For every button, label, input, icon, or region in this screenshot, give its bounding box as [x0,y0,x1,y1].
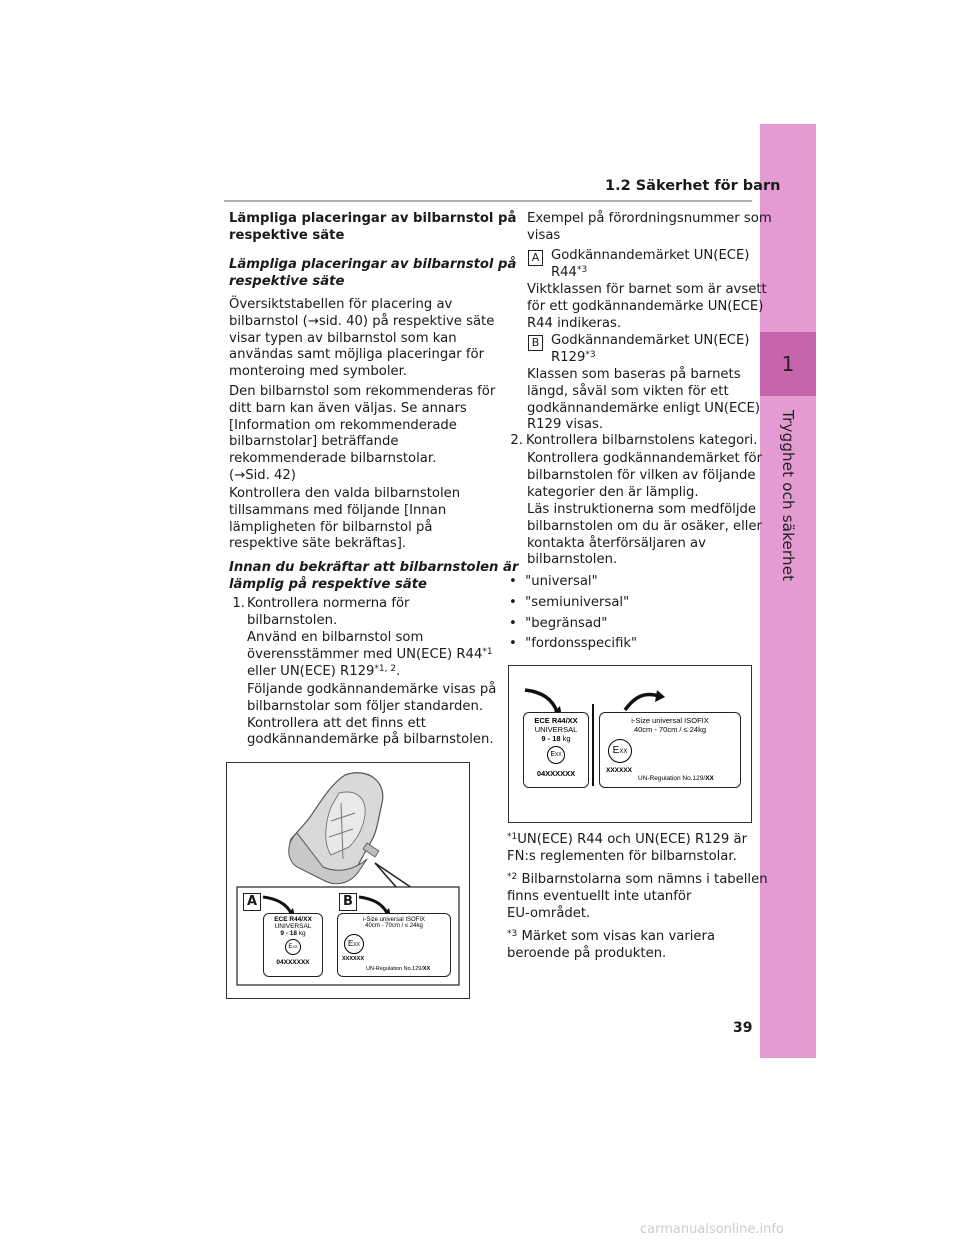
approval-labels-figure [508,665,752,823]
r44-small-line-2: UNIVERSAL [274,923,312,930]
r44-large-line-3 [524,734,588,743]
step-1-para-1-end: . [396,663,401,679]
footnote-2-text: Bilbarnstolarna som nämns i tabellen [521,872,768,887]
r44-large-kg: kg [562,734,571,743]
r129-small-e: E [347,939,354,948]
footnote-ref: *1, 2 [374,663,397,674]
footnote-2-line: EU-området. [507,905,591,921]
paragraph-2-line: bilbarnstolar] beträffande [229,434,399,450]
r44-large-e: E [550,751,555,758]
page-number: 39 [733,1020,753,1036]
paragraph-2-line: rekommenderade bilbarnstolar. [229,451,437,467]
footnote-3-text: Märket som visas kan variera [521,929,716,944]
example-line-2: visas [527,228,561,243]
footnote-2-line: finns eventuellt inte utanför [507,888,692,904]
footnote-ref: *3 [576,265,588,275]
paragraph-1-line: visar typen av bilbarnstol som kan [229,330,457,346]
step-1-para-2 [247,682,496,749]
step-1-para-1-text: överensstämmer med UN(ECE) R44 [247,646,483,662]
bullet-icon: • [509,636,526,652]
r44-large-title: ECE R44/ [534,716,568,725]
r44-small-title: ECE R44/ [274,916,304,923]
list-item-text: "semiuniversal" [525,594,630,610]
paragraph-2-line: Den bilbarnstol som rekommenderas för [229,384,496,399]
r44-large-exx: XX [555,752,562,758]
footnote-marker: *1 [507,832,518,842]
b-title-line-1: Godkännandemärket UN(ECE) [551,333,750,348]
r44-large-line-1 [524,716,588,725]
step-2-number: 2. [510,433,523,448]
r44-small-kg: kg [298,930,306,937]
footnote-ref: *1 [482,646,493,657]
r129-large-line-1: i-Size universal ISOFIX [631,716,709,725]
e-mark-circle-icon [608,739,632,763]
step-1-number: 1. [232,596,245,611]
r44-large-code: 04XXXXXX [536,769,576,778]
chapter-label-box [760,410,816,630]
a-description-line: för ett godkännandemärke UN(ECE) [527,298,764,314]
r129-large-reg-xx: XX [705,775,714,782]
r129-large-code: XXXXXX [606,767,633,774]
bullet-icon: • [509,615,526,631]
footnote-1-line: FN:s reglementen för bilbarnstolar. [507,848,737,864]
marker-b: B [339,893,357,911]
marker-a: A [243,893,261,911]
r44-small-e: E [288,944,293,950]
a-description [527,282,767,332]
step-2-para-2-line: kontakta återförsäljaren av [527,535,706,551]
r129-large-line-2: 40cm - 70cm / ≤ 24kg [633,725,707,734]
paragraph-2-line: [Information om rekommenderade [229,417,457,433]
step-1-para-1 [247,630,493,680]
r129-small-code: XXXXXX [342,956,365,962]
a-description-line: R44 indikeras. [527,315,622,331]
chapter-label: Trygghet och säkerhet [779,410,797,582]
step-1-para-2-line: Kontrollera att det finns ett [247,715,426,731]
heading-1-line-1: Lämpliga placeringar av bilbarnstol på [229,211,517,226]
b-title-text: R129 [551,350,586,365]
r129-large-e: E [612,745,620,756]
step-2-title: Kontrollera bilbarnstolens kategori. [526,433,758,448]
example-line-1: Exempel på förordningsnummer som [527,211,772,226]
car-seat-figure [226,762,470,999]
r129-small-line-2: 40cm - 70cm / ≤ 24kg [365,923,423,929]
step-1-para-2-line: godkännandemärke på bilbarnstolen. [247,732,494,748]
marker-a-inline: A [528,250,543,266]
footnote-marker: *3 [507,929,518,939]
paragraph-1-line: monteroing med symboler. [229,364,408,380]
step-1-para-1-text: eller UN(ECE) R129 [247,663,375,679]
e-mark-circle-icon [344,934,364,954]
label-divider [592,704,594,786]
step-2-para-2-line: Läs instruktionerna som medföljde [527,502,756,517]
r129-large-reg-text: UN-Regulation No.129/ [638,775,706,782]
a-title-text: R44 [551,265,577,280]
step-1-line-1: Kontrollera normerna för [247,596,410,611]
b-description [527,367,760,434]
footnote-2-line [507,872,768,889]
heading-3-line-1: Innan du bekräftar att bilbarnstolen är [229,560,519,575]
r44-small-weight: 9 - 18 [280,930,297,937]
heading-1-line-2: respektive säte [229,228,345,243]
list-item-text: "fordonsspecifik" [525,636,638,652]
a-description-line: Viktklassen för barnet som är avsett [527,282,767,297]
category-list [509,574,637,653]
footnote-3 [507,929,715,963]
r129-label-small [337,913,451,977]
b-description-line: Klassen som baseras på barnets [527,367,741,382]
footnote-3-line [507,929,715,946]
list-item-text: "universal" [525,574,598,589]
a-title-line-1: Godkännandemärket UN(ECE) [551,248,750,263]
paragraph-1 [229,297,494,381]
bullet-icon: • [509,594,526,610]
footnote-1 [507,832,747,866]
r129-small-line-1: i-Size universal ISOFIX [362,917,426,923]
r129-label-large [599,712,741,788]
step-1-para-1-line [247,664,493,681]
heading-3-line-2: lämplig på respektive säte [229,577,428,592]
footnote-1-line [507,832,747,849]
r44-label-small [263,913,323,977]
paragraph-1-line: användas samt möjliga placeringar för [229,347,485,363]
r44-small-code: 04XXXXXX [276,959,310,966]
header-rule [224,200,752,202]
step-2-para-1-line: bilbarnstolen för vilken av följande [527,467,756,483]
r44-small-xx: XX [303,916,312,923]
chapter-number: 1 [781,352,795,376]
a-title-line-2 [551,265,587,282]
r129-small-reg-xx: XX [422,966,431,972]
b-description-line: längd, såväl som vikten för ett [527,383,729,399]
watermark: carmanualsonline.info [640,1222,784,1237]
footnote-3-line: beroende på produkten. [507,945,667,961]
step-1-para-2-line: bilbarnstolar som följer standarden. [247,698,484,714]
r129-small-reg [366,966,430,972]
step-2-para-2-line: bilbarnstolen om du är osäker, eller [527,518,762,534]
heading-2-line-1: Lämpliga placeringar av bilbarnstol på [229,257,517,272]
list-item [509,616,637,633]
r44-small-line-3 [264,930,322,937]
footnote-1-text: UN(ECE) R44 och UN(ECE) R129 är [517,832,748,847]
r44-small-line-1 [264,916,322,923]
r44-small-exx: XX [292,944,298,949]
footnote-marker: *2 [507,872,518,882]
step-2-para-1-line: Kontrollera godkännandemärket för [527,451,762,466]
chapter-number-box [760,332,816,396]
footnote-ref: *3 [585,350,596,360]
b-title-line-2 [551,350,596,367]
r129-small-exx: XX [353,942,360,948]
paragraph-2 [229,384,495,485]
step-1-line-2: bilbarnstolen. [247,613,338,628]
list-item [509,595,637,612]
paragraph-3-line: tillsammans med följande [Innan [229,502,447,518]
step-2-para-1 [527,451,762,501]
r129-large-reg [638,775,714,782]
list-item [509,636,637,653]
footnote-2 [507,872,768,922]
r44-large-line-2: UNIVERSAL [534,725,578,734]
e-mark-circle-icon [285,939,301,955]
paragraph-1-line: Översiktstabellen för placering av [229,297,453,312]
paragraph-3-line: Kontrollera den valda bilbarnstolen [229,486,461,501]
paragraph-2-line: (→Sid. 42) [229,467,296,483]
marker-b-inline: B [528,335,543,351]
paragraph-1-line: bilbarnstol (→sid. 40) på respektive säte [229,313,495,329]
step-2-para-2 [527,502,762,569]
e-mark-circle-icon [547,746,565,764]
r44-label-large [523,712,589,788]
paragraph-3-line: lämpligheten för bilbarnstol på [229,519,433,535]
paragraph-3-line: respektive säte bekräftas]. [229,536,407,552]
step-1-para-1-line: Använd en bilbarnstol som [247,630,424,645]
step-2-para-2-line: bilbarnstolen. [527,552,618,568]
paragraph-2-line: ditt barn kan även väljas. Se annars [229,400,467,416]
heading-2-line-2: respektive säte [229,274,345,289]
step-2-para-1-line: kategorier den är lämplig. [527,484,699,500]
paragraph-3 [229,486,460,553]
r44-large-xx: XX [567,716,578,725]
r44-large-weight: 9 - 18 [541,734,561,743]
b-description-line: R129 visas. [527,417,604,433]
step-1-para-1-line [247,647,493,664]
list-item-text: "begränsad" [525,615,608,631]
list-item [509,574,637,591]
step-1-para-2-line: Följande godkännandemärke visas på [247,682,497,697]
r129-small-reg-text: UN-Regulation No.129/ [366,966,423,972]
section-header: 1.2 Säkerhet för barn [605,178,781,194]
bullet-icon: • [509,574,526,589]
b-description-line: godkännandemärke enligt UN(ECE) [527,400,760,416]
r129-large-exx: XX [619,749,628,755]
